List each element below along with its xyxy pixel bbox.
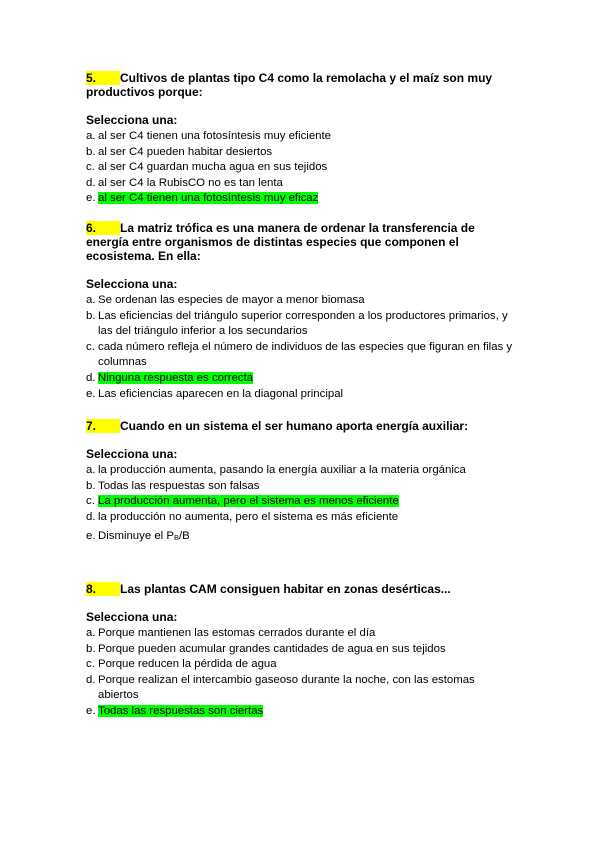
option-text: Las eficiencias aparecen en la diagonal principal	[98, 387, 344, 400]
question-number: 6.	[86, 221, 120, 235]
option-letter: c.	[86, 340, 95, 353]
options-list	[86, 463, 516, 546]
question-8	[86, 582, 516, 720]
option-text: la producción no aumenta, pero el sistema es más eficiente	[98, 510, 399, 523]
option-letter: a.	[86, 294, 96, 306]
select-one-label: Selecciona una:	[86, 277, 178, 291]
question-header	[86, 582, 516, 596]
correct-answer-highlight: al ser C4 tienen una fotosíntesis muy eficaz	[98, 192, 319, 205]
correct-answer-highlight: Ninguna respuesta es correcta	[98, 371, 254, 384]
question-header	[86, 71, 516, 99]
option-text: la producción aumenta, pasando la energía auxiliar a la materia orgánica	[98, 464, 466, 476]
option-b[interactable]	[86, 642, 516, 658]
question-title: Las plantas CAM consiguen habitar en zonas desérticas...	[120, 582, 451, 596]
option-letter: e.	[86, 530, 96, 543]
option-d[interactable]	[86, 176, 516, 192]
question-title: Cultivos de plantas tipo C4 como la remolacha y el maíz son muy productivos porque:	[86, 71, 493, 99]
option-letter: e.	[86, 192, 96, 205]
option-b[interactable]	[86, 309, 516, 340]
option-e[interactable]	[86, 529, 516, 546]
option-text: Disminuye el PB/B	[98, 530, 190, 543]
option-text: Porque mantienen las estomas cerrados durante el día	[98, 627, 376, 639]
option-text: al ser C4 guardan mucha agua en sus tejidos	[98, 161, 328, 174]
select-one-label: Selecciona una:	[86, 113, 178, 127]
option-letter: c.	[86, 495, 95, 508]
option-e-correct[interactable]	[86, 191, 516, 207]
options-list	[86, 626, 516, 720]
option-text: al ser C4 pueden habitar desiertos	[98, 145, 273, 158]
option-text	[98, 494, 516, 510]
option-a[interactable]	[86, 626, 516, 642]
select-one-label: Selecciona una:	[86, 610, 178, 624]
option-text	[98, 371, 516, 387]
question-title: La matriz trófica es una manera de ordenar la transferencia de energía entre organismos de distintas especies que componen el ecosistema. En ella:	[86, 221, 475, 263]
question-6	[86, 221, 516, 402]
options-list	[86, 293, 516, 402]
option-d-correct[interactable]	[86, 371, 516, 387]
option-letter: b.	[86, 145, 96, 158]
option-a[interactable]	[86, 293, 516, 309]
option-letter: c.	[86, 161, 95, 174]
option-letter: b.	[86, 642, 96, 655]
option-text	[98, 191, 516, 207]
option-letter: b.	[86, 479, 96, 492]
option-letter: b.	[86, 309, 96, 322]
option-text: Las eficiencias del triángulo superior corresponden a los productores primarios, y las del triángulo inferior a los secundarios	[98, 309, 508, 338]
option-c[interactable]	[86, 160, 516, 176]
option-text: Porque realizan el intercambio gaseoso durante la noche, con las estomas abiertos	[98, 673, 475, 702]
option-a[interactable]	[86, 129, 516, 145]
option-text: Todas las respuestas son falsas	[98, 479, 260, 492]
option-letter: d.	[86, 673, 96, 686]
option-text: Porque reducen la pérdida de agua	[98, 658, 277, 671]
option-letter: a.	[86, 130, 96, 142]
question-7	[86, 419, 516, 546]
option-a[interactable]	[86, 463, 516, 479]
option-text: cada número refleja el número de individuos de las especies que figuran en filas y columnas	[98, 340, 513, 369]
question-title: Cuando en un sistema el ser humano aporta energía auxiliar:	[120, 419, 469, 433]
option-c[interactable]	[86, 340, 516, 371]
option-text: al ser C4 tienen una fotosíntesis muy eficiente	[98, 130, 332, 142]
question-number: 8.	[86, 582, 120, 596]
select-one-label: Selecciona una:	[86, 447, 178, 461]
option-text	[98, 704, 516, 720]
option-letter: e.	[86, 704, 96, 717]
subscript: B	[173, 533, 179, 543]
option-c-correct[interactable]	[86, 494, 516, 510]
option-d[interactable]	[86, 510, 516, 526]
option-text: al ser C4 la RubisCO no es tan lenta	[98, 176, 283, 189]
option-letter: d.	[86, 176, 96, 189]
option-letter: c.	[86, 658, 95, 671]
question-header	[86, 221, 516, 263]
option-text: Porque pueden acumular grandes cantidades de agua en sus tejidos	[98, 642, 446, 655]
option-text: Se ordenan las especies de mayor a menor biomasa	[98, 294, 365, 306]
question-header	[86, 419, 516, 433]
correct-answer-highlight: La producción aumenta, pero el sistema es menos eficiente	[98, 495, 399, 508]
question-number: 7.	[86, 419, 120, 433]
options-list	[86, 129, 516, 207]
question-5	[86, 71, 516, 207]
option-letter: e.	[86, 387, 96, 400]
option-letter: d.	[86, 371, 96, 384]
option-letter: a.	[86, 464, 96, 476]
option-e[interactable]	[86, 387, 516, 403]
option-letter: d.	[86, 510, 96, 523]
option-d[interactable]	[86, 673, 516, 704]
correct-answer-highlight: Todas las respuestas son ciertas	[98, 704, 264, 717]
option-letter: a.	[86, 627, 96, 639]
option-e-correct[interactable]	[86, 704, 516, 720]
question-number: 5.	[86, 71, 120, 85]
option-c[interactable]	[86, 657, 516, 673]
option-b[interactable]	[86, 145, 516, 161]
option-b[interactable]	[86, 479, 516, 495]
